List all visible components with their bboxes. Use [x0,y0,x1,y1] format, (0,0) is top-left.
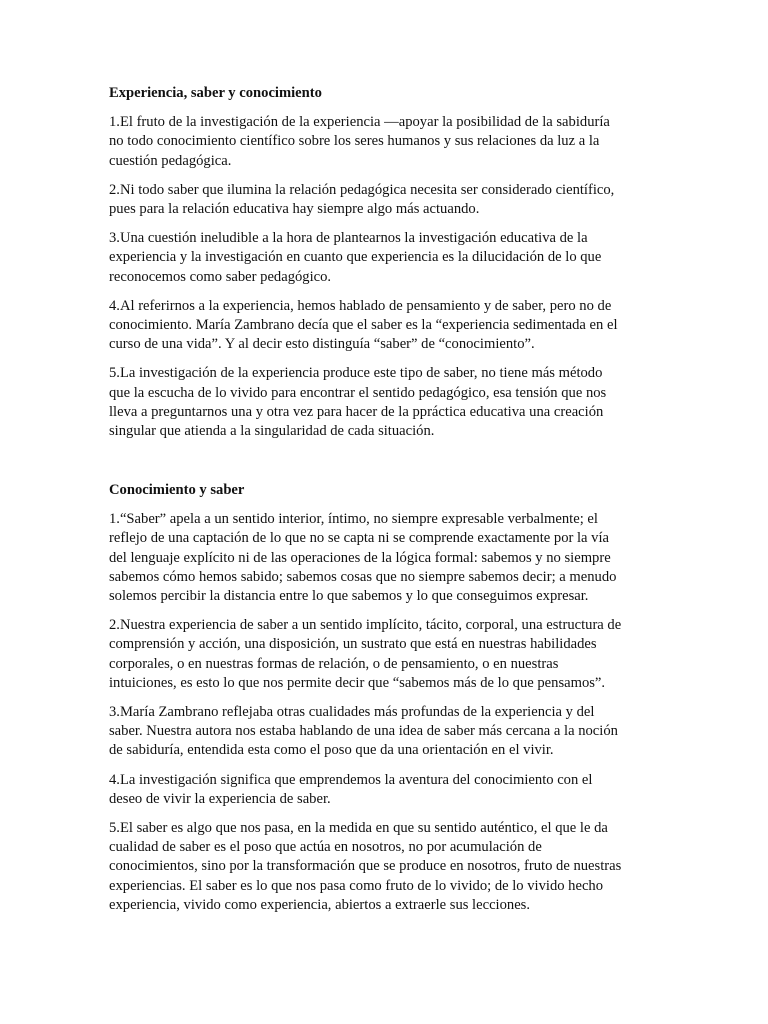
text-line: del lenguaje explícito ni de las operaciones de la lógica formal: sabemos y no siempre [109,549,611,566]
text-line: cualidad de saber es el poso que actúa en nosotros, no por acumulación de [109,839,542,856]
text-line: 2.Ni todo saber que ilumina la relación pedagógica necesita ser considerado científico, [109,181,615,198]
text-line: 5.La investigación de la experiencia produce este tipo de saber, no tiene más método [109,365,603,382]
text-line: reconocemos como saber pedagógico. [109,268,332,285]
section-title: Experiencia, saber y conocimiento [109,85,322,101]
text-line: de sabiduría, entendida esta como el poso que da una orientación en el vivir. [109,742,554,759]
text-line: lleva a preguntarnos una y otra vez para hacer de la ppráctica educativa una creación [109,403,604,420]
text-line: 1.“Saber” apela a un sentido interior, íntimo, no siempre expresable verbalmente; el [109,511,598,528]
text-line: solemos percibir la distancia entre lo que sabemos y lo que conseguimos expresar. [109,588,589,605]
paragraph-4 [109,771,669,809]
section-conocimiento [109,481,669,925]
text-line: pues para la relación educativa hay siempre algo más actuando. [109,201,480,218]
text-line: experiencia, vivido como experiencia, abiertos a extraerle sus lecciones. [109,896,531,913]
text-line: 5.El saber es algo que nos pasa, en la medida en que su sentido auténtico, el que le da [109,820,608,837]
paragraph-5 [109,819,669,915]
text-line: conocimientos, sino por la transformación que se produce en nosotros, fruto de nuestras [109,858,622,875]
section-experiencia [109,84,669,451]
text-line: intuiciones, es esto lo que nos permite decir que “sabemos más de lo que pensamos”. [109,674,606,691]
text-line: no todo conocimiento científico sobre los seres humanos y sus relaciones da luz a la [109,133,600,150]
text-line: 3.María Zambrano reflejaba otras cualidades más profundas de la experiencia y del [109,704,595,721]
paragraph-1 [109,510,669,606]
text-line: 2.Nuestra experiencia de saber a un sentido implícito, tácito, corporal, una estructura de [109,617,622,634]
paragraph-3 [109,703,669,761]
paragraph-4 [109,297,669,355]
text-line: saber. Nuestra autora nos estaba hablando de una idea de saber más cercana a la noción [109,723,618,740]
text-line: deseo de vivir la experiencia de saber. [109,790,331,807]
text-line: cuestión pedagógica. [109,152,232,169]
text-line: 3.Una cuestión ineludible a la hora de plantearnos la investigación educativa de la [109,230,588,247]
text-line: sabemos cómo hemos sabido; sabemos cosas que no siempre sabemos decir; a menudo [109,568,617,585]
text-line: corporales, o en nuestras formas de relación, o de pensamiento, o en nuestras [109,655,559,672]
paragraph-1 [109,113,669,171]
paragraph-2 [109,181,669,219]
text-line: singular que atienda a la singularidad de cada situación. [109,423,435,440]
text-line: 4.La investigación significa que emprendemos la aventura del conocimiento con el [109,771,593,788]
paragraph-2 [109,616,669,693]
text-line: experiencia y la investigación en cuanto que experiencia es la dilucidación de lo que [109,249,602,266]
text-line: que la escucha de lo vivido para encontrar el sentido pedagógico, esa tensión que nos [109,384,607,401]
text-line: reflejo de una captación de lo que no se capta ni se comprende exactamente por la vía [109,530,610,547]
paragraph-3 [109,229,669,287]
text-line: comprensión y acción, una disposición, un sustrato que está en nuestras habilidades [109,636,597,653]
section-title: Conocimiento y saber [109,482,245,498]
text-line: 1.El fruto de la investigación de la experiencia —apoyar la posibilidad de la sabiduría [109,114,610,131]
text-line: experiencias. El saber es lo que nos pasa como fruto de lo vivido; de lo vivido hecho [109,877,604,894]
text-line: curso de una vida”. Y al decir esto distinguía “saber” de “conocimiento”. [109,336,535,353]
text-line: 4.Al referirnos a la experiencia, hemos hablado de pensamiento y de saber, pero no de [109,297,612,314]
paragraph-5 [109,364,669,441]
text-line: conocimiento. María Zambrano decía que el saber es la “experiencia sedimentada en el [109,317,618,334]
